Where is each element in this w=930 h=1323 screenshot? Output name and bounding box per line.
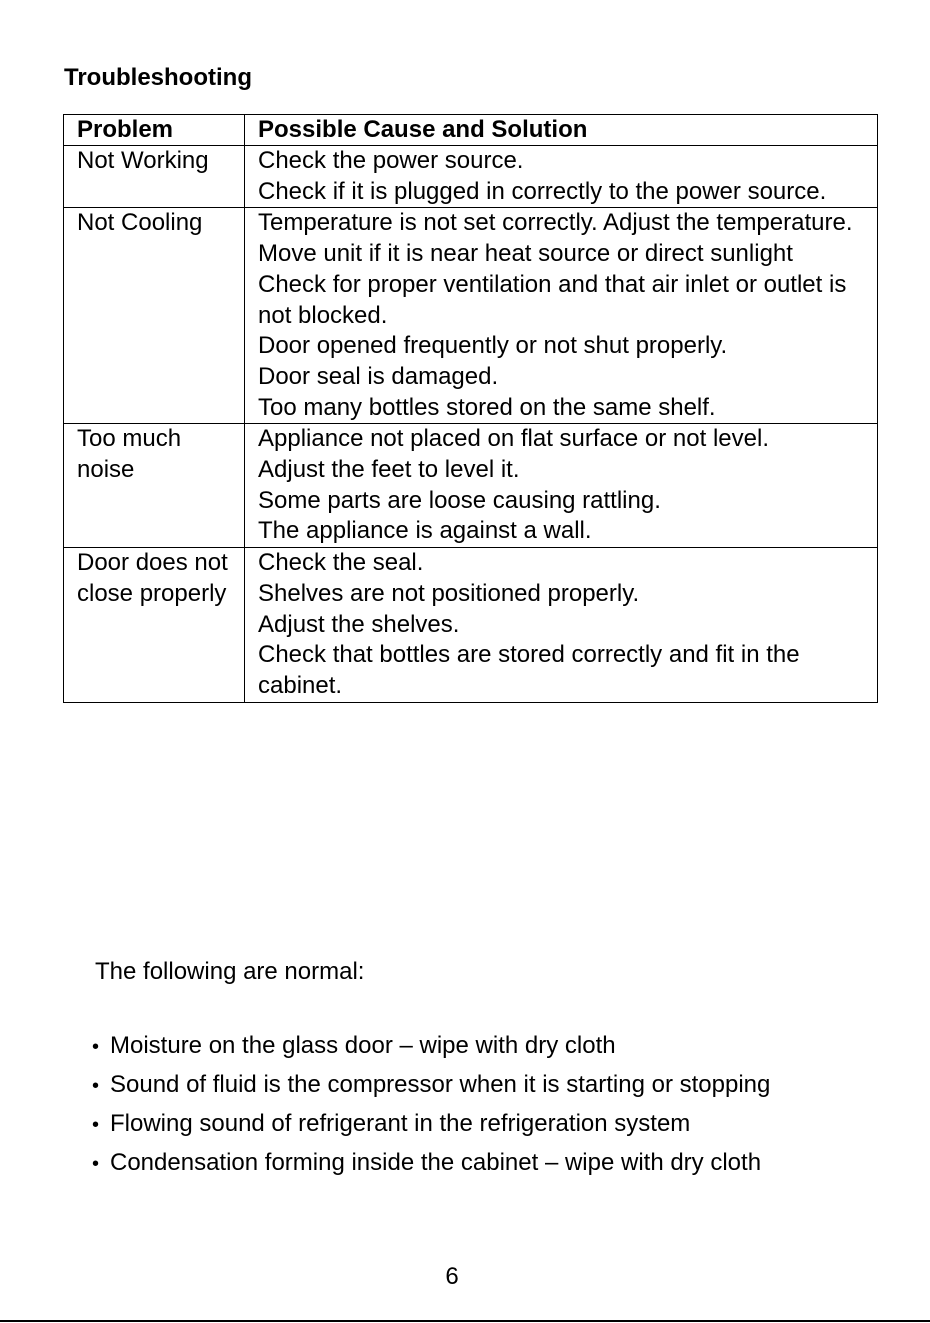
solution-line: Adjust the feet to level it. [258, 456, 520, 484]
solution-line: Check the power source. [258, 147, 524, 174]
solution-line: Door seal is damaged. [258, 362, 499, 390]
list-item-text: Moisture on the glass door – wipe with dry cloth [110, 1032, 616, 1059]
bullet-icon: • [92, 1114, 100, 1136]
solution-line: The appliance is against a wall. [258, 517, 592, 545]
solution-line: Adjust the shelves. [258, 610, 460, 638]
list-item-text: Condensation forming inside the cabinet – wipe with dry cloth [110, 1149, 762, 1176]
solution-line: Some parts are loose causing rattling. [258, 486, 661, 514]
solution-line: Shelves are not positioned properly. [258, 579, 640, 607]
list-item [92, 1066, 895, 1105]
page-title: Troubleshooting [64, 64, 252, 91]
normal-list [92, 1027, 895, 1183]
solution-line: Check if it is plugged in correctly to the power source. [258, 177, 827, 205]
table-row [64, 424, 878, 548]
solution-line: Move unit if it is near heat source or direct sunlight [258, 240, 793, 268]
header-solution: Possible Cause and Solution [245, 115, 878, 146]
solution-line: Check the seal. [258, 549, 424, 577]
list-item-text: Sound of fluid is the compressor when it is starting or stopping [110, 1071, 771, 1098]
solution-line: Check that bottles are stored correctly and fit in the cabinet. [258, 641, 800, 699]
problem-cell: Not Cooling [64, 208, 245, 424]
normal-conditions-section [92, 955, 895, 1183]
solution-line: Temperature is not set correctly. Adjust the temperature. [258, 209, 853, 237]
normal-intro: The following are normal: [95, 958, 365, 985]
list-item [92, 1105, 895, 1144]
problem-cell: Too much noise [64, 424, 245, 548]
problem-cell: Not Working [64, 146, 245, 208]
bullet-icon: • [92, 1036, 100, 1058]
problem-cell: Door does not close properly [64, 548, 245, 703]
bullet-icon: • [92, 1075, 100, 1097]
solution-line: Door opened frequently or not shut properly. [258, 332, 728, 360]
bullet-icon: • [92, 1153, 100, 1175]
list-item [92, 1027, 895, 1066]
solution-line: Too many bottles stored on the same shelf. [258, 393, 716, 421]
table-row [64, 548, 878, 703]
solution-line: Appliance not placed on flat surface or not level. [258, 425, 769, 453]
bottom-divider [0, 1320, 930, 1322]
solution-line: Check for proper ventilation and that air inlet or outlet is not blocked. [258, 270, 847, 329]
table-row [64, 146, 878, 208]
troubleshooting-table [63, 114, 878, 703]
table-row [64, 208, 878, 424]
solution-cell [245, 208, 878, 424]
solution-cell [245, 548, 878, 703]
list-item [92, 1144, 895, 1183]
solution-cell [245, 146, 878, 208]
header-problem: Problem [64, 115, 245, 146]
solution-cell [245, 424, 878, 548]
list-item-text: Flowing sound of refrigerant in the refrigeration system [110, 1110, 691, 1137]
page-number: 6 [445, 1263, 459, 1290]
table-header-row [64, 115, 878, 146]
